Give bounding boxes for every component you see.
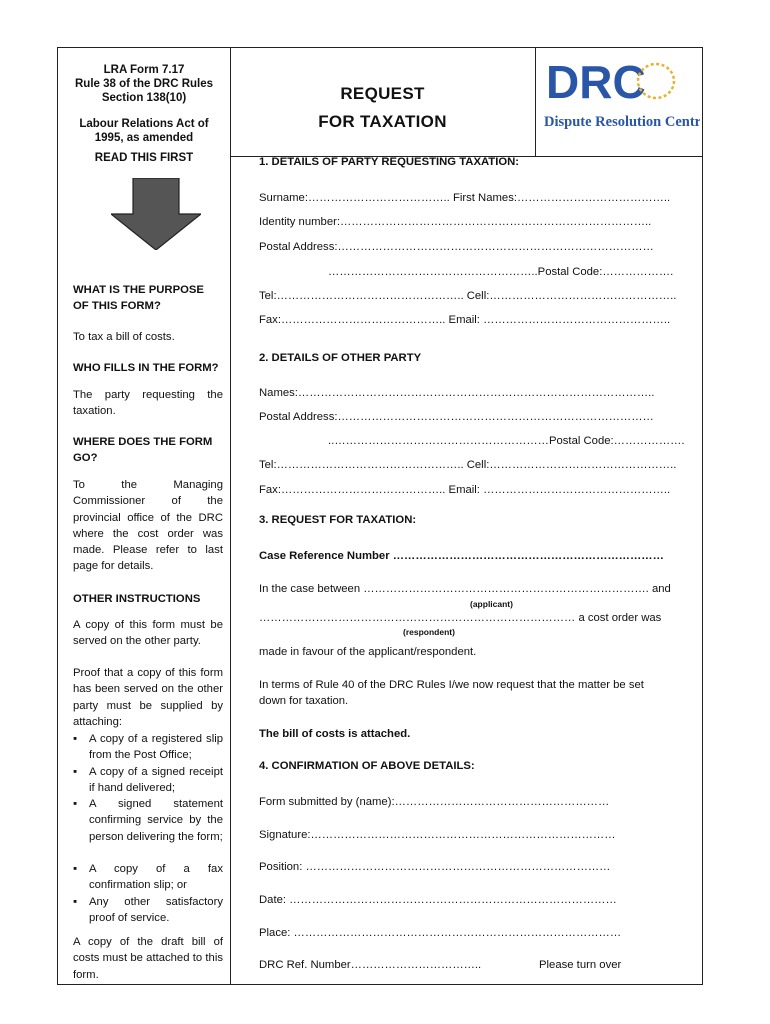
- section-2-heading: 2. DETAILS OF OTHER PARTY: [259, 352, 422, 364]
- surname-field[interactable]: Surname:……………………………….. First Names:…………………………………..: [259, 192, 671, 204]
- logo-divider: [535, 48, 536, 156]
- logo-subtitle: Dispute Resolution Centre: [544, 114, 700, 130]
- respondent-label: (respondent): [403, 627, 455, 637]
- bill-attached-text: The bill of costs is attached.: [259, 728, 411, 740]
- who-fills-answer: The party requesting the taxation.: [73, 389, 223, 418]
- purpose-question-2: OF THIS FORM?: [73, 300, 161, 312]
- section-1-heading: 1. DETAILS OF PARTY REQUESTING TAXATION:: [259, 156, 520, 168]
- act-line-1: Labour Relations Act of: [79, 118, 209, 130]
- other-party-postal-code-field[interactable]: ..…………………………………………………Postal Code:……………….: [259, 435, 685, 447]
- other-party-tel-field[interactable]: Tel:………………………………………….. Cell:…………………………………………..: [259, 459, 677, 471]
- signature-field[interactable]: Signature:………………………………………………………………………: [259, 829, 616, 841]
- who-fills-question: WHO FILLS IN THE FORM?: [73, 362, 219, 374]
- section-4-heading: 4. CONFIRMATION OF ABOVE DETAILS:: [259, 760, 475, 772]
- list-item: ▪ A copy of a fax confirmation slip; or: [73, 863, 223, 892]
- postal-address-field[interactable]: Postal Address:…………………………………………………………………………: [259, 241, 654, 253]
- other-party-names-field[interactable]: Names:…………………………………………………………………………………..: [259, 387, 655, 399]
- applicant-label: (applicant): [470, 599, 513, 609]
- list-item: ▪ A copy of a registered slip from the Post Office;: [73, 733, 223, 762]
- case-between-field[interactable]: In the case between …………………………………………………………………. and: [259, 583, 671, 595]
- where-question-1: WHERE DOES THE FORM: [73, 436, 213, 448]
- postal-code-field[interactable]: ………………………………………………..Postal Code:……………….: [259, 266, 674, 278]
- column-divider: [230, 48, 231, 984]
- act-line-2: 1995, as amended: [94, 132, 194, 144]
- list-item: ▪ Any other satisfactory proof of service.: [73, 896, 223, 925]
- where-answer: To the Managing Commissioner of the provincial office of the DRC where the cost order was made. Please refer to last page for details.: [73, 479, 223, 573]
- logo-letters: DRC: [546, 56, 646, 108]
- fax-email-field[interactable]: Fax:…………………………………….. Email: …………………………………………..: [259, 314, 671, 326]
- other-party-postal-field[interactable]: Postal Address:…………………………………………………………………………: [259, 411, 654, 423]
- purpose-answer: To tax a bill of costs.: [73, 331, 175, 343]
- rule-40-text-1: In terms of Rule 40 of the DRC Rules I/we now request that the matter be set: [259, 679, 644, 691]
- position-field[interactable]: Position: ………………………………………………………………………: [259, 861, 611, 873]
- drc-logo: [538, 52, 700, 152]
- section-reference: Section 138(10): [101, 92, 187, 104]
- down-arrow-icon: [111, 178, 201, 250]
- drc-ref-field[interactable]: DRC Ref. Number……………………………..: [259, 959, 482, 971]
- where-question-2: GO?: [73, 452, 98, 464]
- other-instructions-p3: A copy of the draft bill of costs must be attached to this form.: [73, 936, 223, 981]
- other-party-fax-field[interactable]: Fax:…………………………………….. Email: …………………………………………..: [259, 484, 671, 496]
- tel-cell-field[interactable]: Tel:………………………………………….. Cell:…………………………………………..: [259, 290, 677, 302]
- submitted-by-field[interactable]: Form submitted by (name):…………………………………………………: [259, 796, 610, 808]
- page-title-line-2: FOR TAXATION: [318, 112, 447, 131]
- turn-over-note: Please turn over: [539, 959, 622, 971]
- form-frame: [57, 47, 703, 985]
- date-field[interactable]: Date: ……………………………………………………………………………: [259, 894, 617, 906]
- other-instructions-p1: A copy of this form must be served on the other party.: [73, 619, 223, 648]
- rule-reference: Rule 38 of the DRC Rules: [74, 78, 214, 90]
- other-instructions-heading: OTHER INSTRUCTIONS: [73, 593, 201, 605]
- favour-text: made in favour of the applicant/respondent.: [259, 646, 477, 658]
- purpose-question-1: WHAT IS THE PURPOSE: [73, 284, 204, 296]
- page-title-line-1: REQUEST: [340, 84, 425, 103]
- identity-number-field[interactable]: Identity number:………………………………………………………………………..: [259, 216, 652, 228]
- section-3-heading: 3. REQUEST FOR TAXATION:: [259, 514, 417, 526]
- list-item: ▪ A signed statement confirming service by the person delivering the form;: [73, 798, 223, 843]
- other-instructions-p2: Proof that a copy of this form has been served on the other party must be supplied by attaching:: [73, 667, 223, 728]
- list-item: ▪ A copy of a signed receipt if hand delivered;: [73, 766, 223, 795]
- read-first-heading: READ THIS FIRST: [94, 152, 194, 164]
- cost-order-field[interactable]: ………………………………………………………………………… a cost order was: [259, 612, 662, 624]
- rule-40-text-2: down for taxation.: [259, 695, 349, 707]
- form-id: LRA Form 7.17: [103, 64, 185, 76]
- case-reference-field[interactable]: Case Reference Number ………………………………………………………………: [259, 550, 664, 562]
- place-field[interactable]: Place: ……………………………………………………………………………: [259, 927, 622, 939]
